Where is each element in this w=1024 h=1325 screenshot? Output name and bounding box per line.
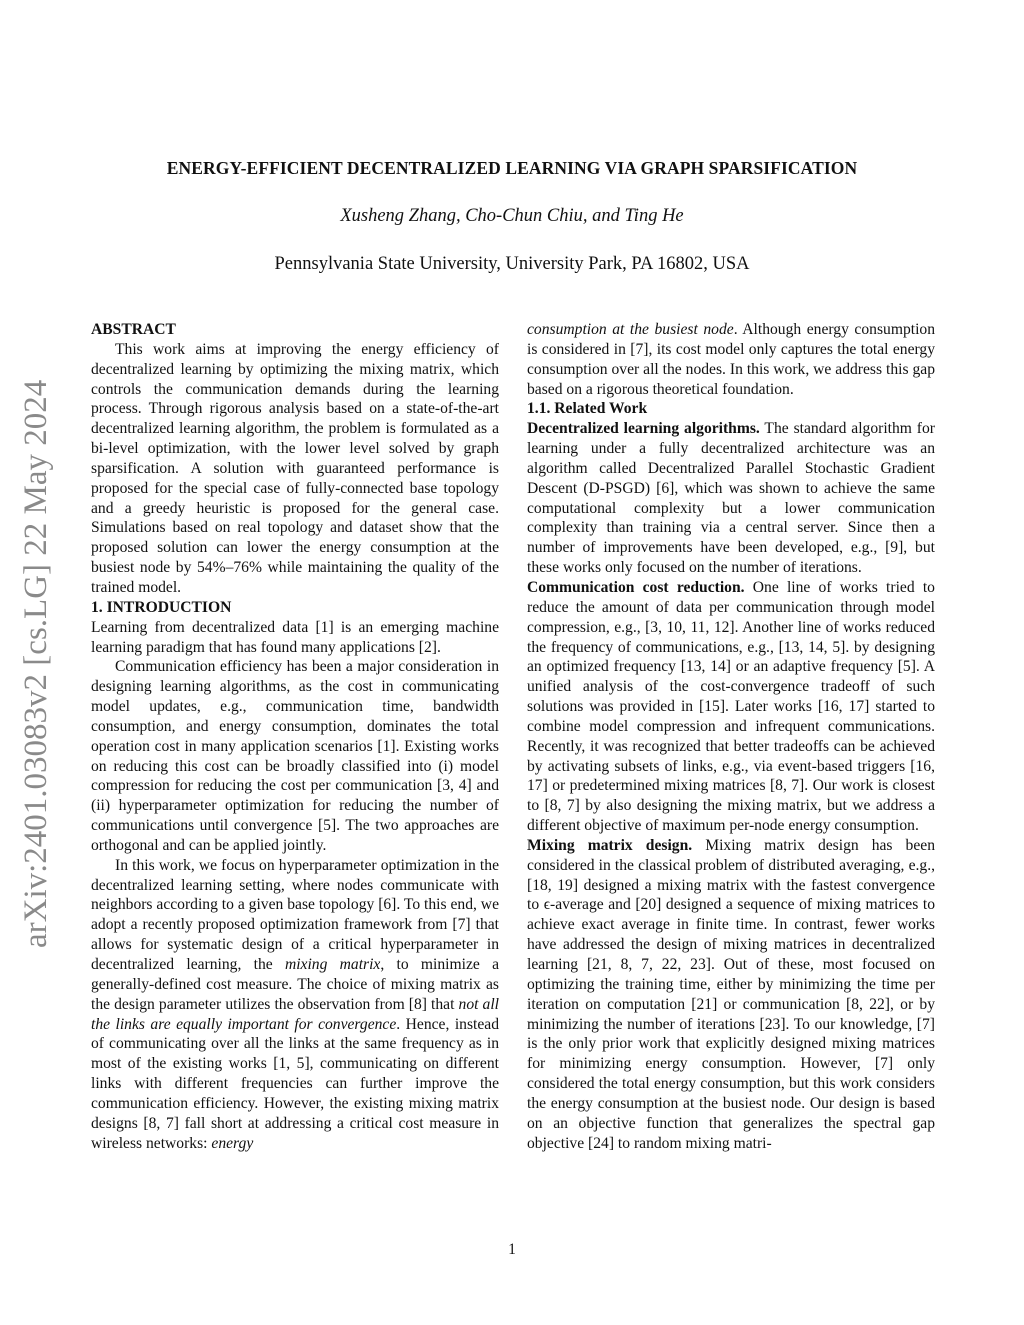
- intro-p3-part-b: , to minimize a generally-defined cost measure. The choice of mixing matrix as the design parameter utilizes the observation from [8] that: [91, 956, 499, 1013]
- intro-paragraph-3: [91, 856, 499, 1154]
- related-work-heading: 1.1. Related Work: [527, 400, 648, 418]
- related-work-decentralized: [527, 419, 935, 578]
- arxiv-identifier-stamp: arXiv:2401.03083v2 [cs.LG] 22 May 2024: [17, 379, 54, 948]
- busiest-node-phrase: consumption at the busiest node: [527, 321, 734, 338]
- paper-authors: Xusheng Zhang, Cho-Chun Chiu, and Ting He: [340, 206, 684, 226]
- left-column: [91, 320, 499, 1153]
- related-work-mixing-matrix: [527, 836, 935, 1154]
- page-number: 1: [508, 1241, 516, 1258]
- run-in-heading-mixing-matrix: Mixing matrix design.: [527, 836, 693, 854]
- related-work-decentralized-text: The standard algorithm for learning under a fully decentralized architecture was an algorithm called Decentralized Parallel Stochastic Gradient Descent (D-PSGD) [6], which was shown to achieve the same computational complexity but a lower communication complexity than training via a central server. Since then a number of improvements have been developed, e.g., [9], but these works only focused on the number of iterations.: [527, 420, 935, 577]
- intro-continuation: [527, 320, 935, 399]
- abstract-text: This work aims at improving the energy efficiency of decentralized learning by optimizing the mixing matrix, which controls the communication demands during the learning process. Through rigorous analysis based on a state-of-the-art decentralized learning algorithm, the problem is formulated as a bi-level optimization, with the lower level solved by graph sparsification. A solution with guaranteed performance is proposed for the special case of fully-connected base topology and a greedy heuristic is proposed for the general case. Simulations based on real topology and dataset show that the proposed solution can lower the energy consumption at the busiest node by 54%–76% while maintaining the quality of the trained model.: [91, 340, 499, 596]
- intro-p3-energy: energy: [211, 1134, 254, 1152]
- intro-continuation-text: . Although energy consumption is considered in [7], its cost model only captures the total energy consumption over all the nodes. In this work, we address this gap based on a rigorous theoretical foundation.: [527, 321, 935, 398]
- paper-affiliation: Pennsylvania State University, University Park, PA 16802, USA: [274, 254, 750, 274]
- intro-p3-emphasis: not all the links are equally important for convergence: [91, 995, 499, 1033]
- paper-title: ENERGY-EFFICIENT DECENTRALIZED LEARNING VIA GRAPH SPARSIFICATION: [166, 158, 858, 178]
- introduction-heading: 1. INTRODUCTION: [91, 598, 232, 616]
- right-column: [527, 320, 935, 1153]
- intro-p3-part-a: In this work, we focus on hyperparameter optimization in the decentralized learning setting, where nodes communicate with neighbors according to a given base topology [6]. To this end, we adopt a recently proposed optimization framework from [7] that allows for systematic design of a critical hyperparameter in decentralized learning, the: [91, 856, 499, 973]
- intro-p3-part-c: . Hence, instead of communicating over all the links at the same frequency as in most of the existing works [1, 5], communicating on different links with different frequencies can further improve the communication efficiency. However, the existing mixing matrix designs [8, 7] fall short at addressing a critical cost measure in wireless networks:: [91, 1015, 499, 1152]
- abstract-heading: ABSTRACT: [91, 321, 176, 338]
- run-in-heading-decentralized: Decentralized learning algorithms.: [527, 420, 760, 438]
- intro-paragraph-2: Communication efficiency has been a major consideration in designing learning algorithms, as the cost in communicating model updates, e.g., communication time, bandwidth consumption, and energy consumption, dominates the total operation cost in many application scenarios [1]. Existing works on reducing this cost can be broadly classified into (i) model compression for reducing the cost per communication [3, 4] and (ii) hyperparameter optimization for reducing the number of communications until convergence [5]. The two approaches are orthogonal and can be applied jointly.: [91, 658, 499, 854]
- mixing-matrix-term: mixing matrix: [284, 956, 381, 973]
- intro-paragraph-1: Learning from decentralized data [1] is an emerging machine learning paradigm that has found many applications [2].: [91, 618, 499, 656]
- related-work-mixing-matrix-text: Mixing matrix design has been considered in the classical problem of distributed averaging, e.g., [18, 19] designed a mixing matrix with the fastest convergence to ϵ-average and [20] designed a sequence of mixing matrices to achieve exact average in finite time. In contrast, fewer works have addressed the design of mixing matrices in decentralized learning [21, 8, 7, 22, 23]. Out of these, most focused on optimizing the training time, either by minimizing the time per iteration on computation [21] or communication [8, 22], or by minimizing the number of iterations [23]. To our knowledge, [7] is the only prior work that explicitly designed mixing matrices for minimizing energy consumption. However, [7] only considered the total energy consumption, but this work considers the energy consumption at the busiest node. Our design is based on an objective function that generalizes the spectral gap objective [24] to random mixing matri-: [527, 836, 935, 1152]
- related-work-communication-text: One line of works tried to reduce the amount of data per communication through model compression, e.g., [3, 10, 11, 12]. Another line of works reduced the frequency of communications, e.g., [13, 14, 5]. by designing an optimized frequency [13, 14] or an adaptive frequency [5]. A unified analysis of the cost-convergence tradeoff of such solutions was provided in [15]. Later works [16, 17] started to combine model compression and infrequent communications. Recently, it was recognized that better tradeoffs can be achieved by activating subsets of links, e.g., via event-based triggers [16, 17] or predetermined mixing matrices [8, 7]. Our work is closest to [8, 7] by also designing the mixing matrix, but we address a different objective of maximum per-node energy consumption.: [527, 578, 935, 835]
- run-in-heading-communication: Communication cost reduction.: [527, 578, 745, 596]
- related-work-communication: [527, 578, 935, 836]
